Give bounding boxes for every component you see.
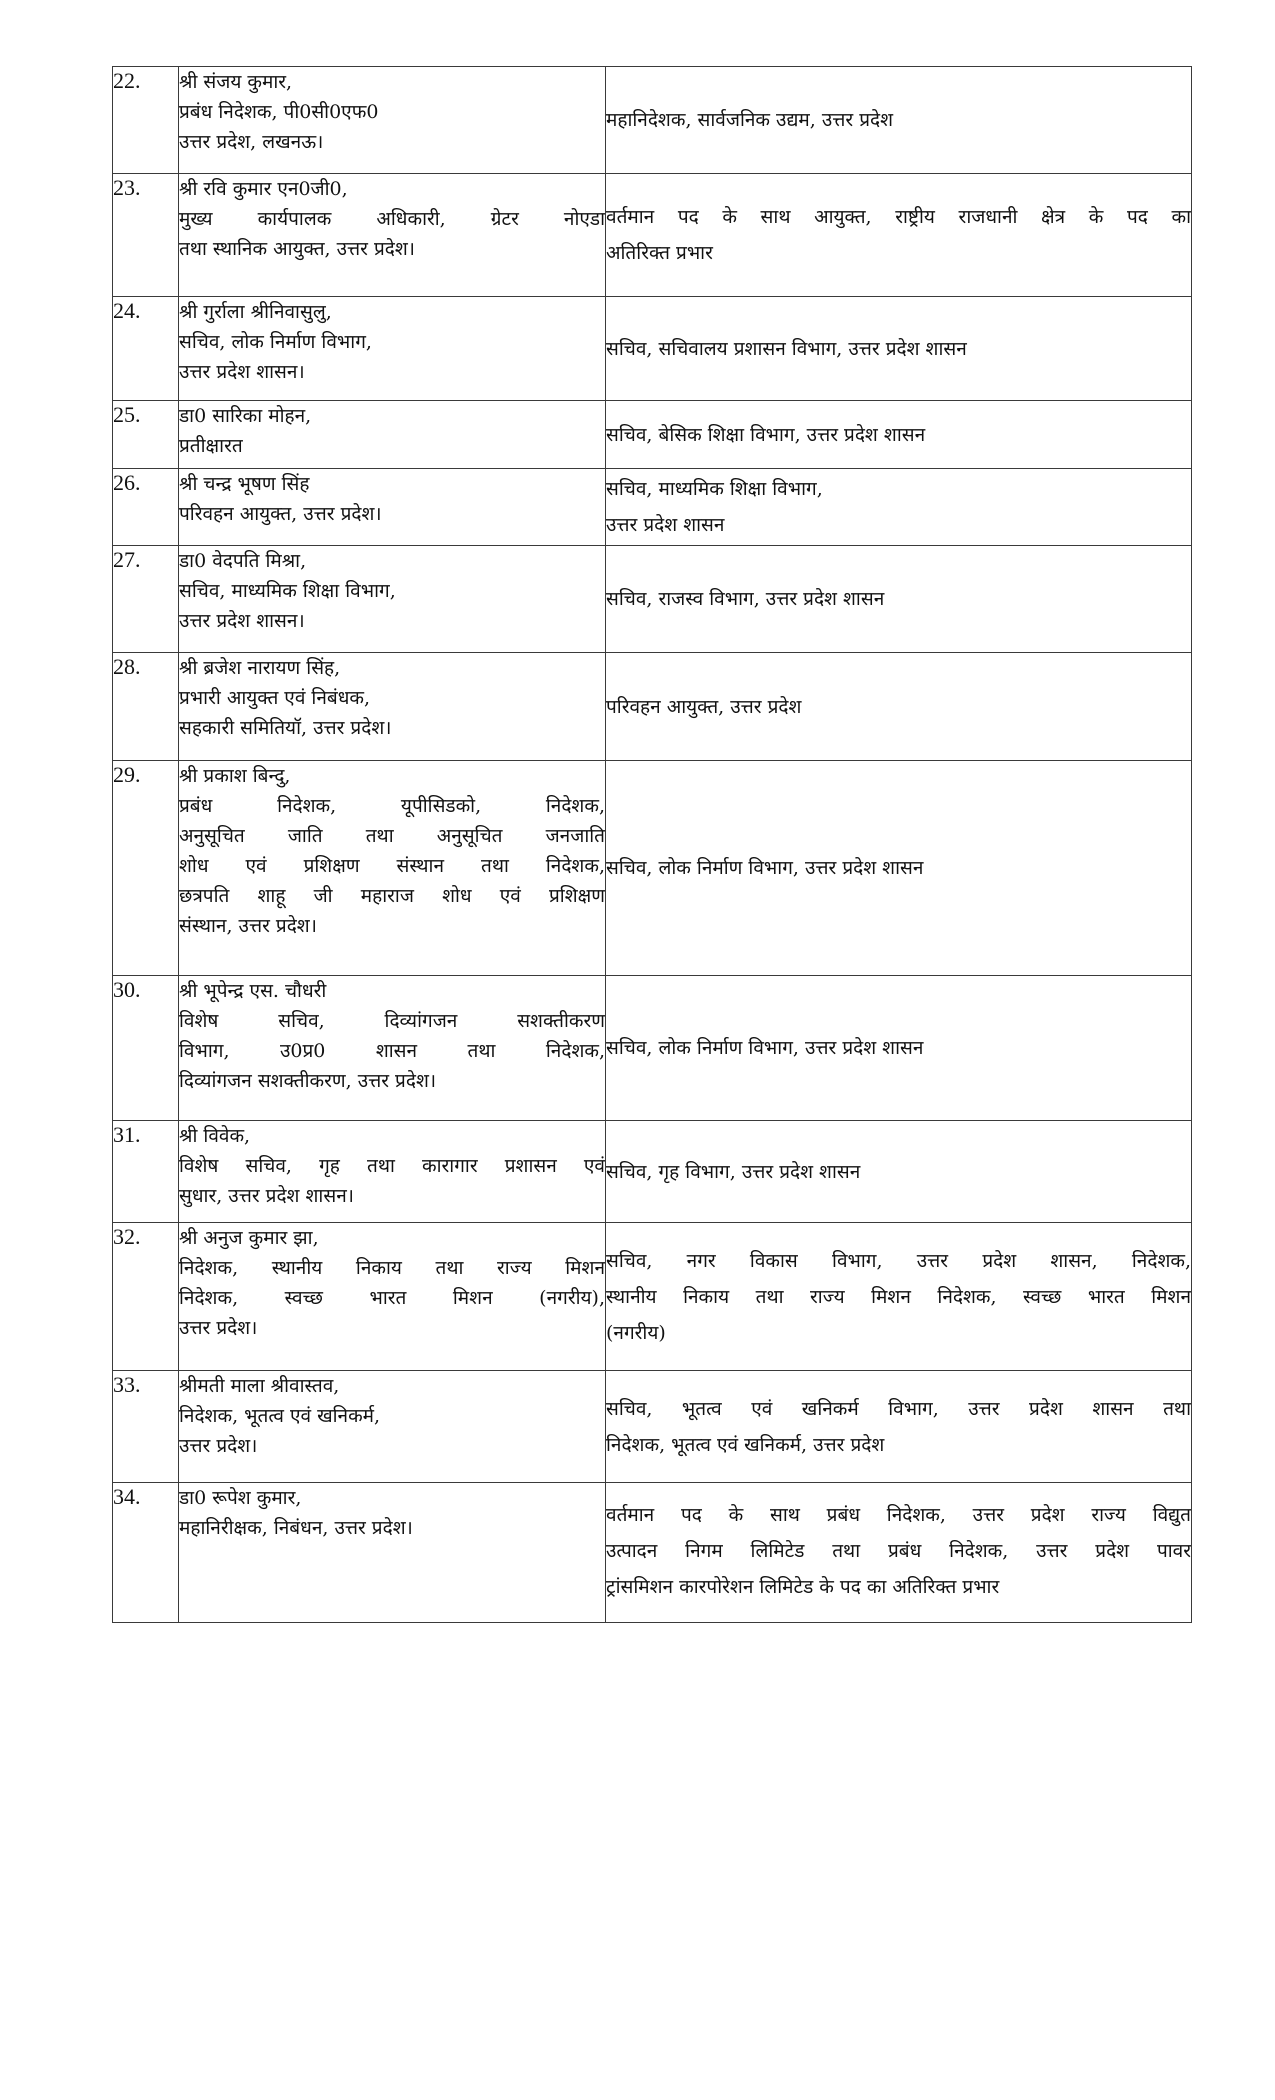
new-posting: [606, 1121, 1192, 1223]
officer-current-post: [179, 1483, 606, 1623]
officer-post-line: परिवहन आयुक्त, उत्तर प्रदेश।: [179, 503, 382, 525]
officer-post-line: उत्तर प्रदेश।: [179, 1317, 258, 1339]
table-row: [113, 1371, 1192, 1483]
officer-post-line: विशेष सचिव, गृह तथा कारागार प्रशासन एवं: [179, 1155, 605, 1177]
table-row: [113, 653, 1192, 761]
officer-current-post: [179, 469, 606, 546]
officer-name: डा0 सारिका मोहन,: [179, 405, 312, 427]
officer-current-post: [179, 67, 606, 174]
new-posting-line: सचिव, भूतत्व एवं खनिकर्म विभाग, उत्तर प्रदेश शासन तथा: [606, 1397, 1191, 1420]
officer-post-line: सचिव, माध्यमिक शिक्षा विभाग,: [179, 580, 396, 602]
officer-current-post: [179, 297, 606, 401]
officer-post-line: निदेशक, स्थानीय निकाय तथा राज्य मिशन: [179, 1257, 605, 1279]
officer-post-line: उत्तर प्रदेश।: [179, 1435, 258, 1457]
officer-current-post: [179, 653, 606, 761]
new-posting-line: महानिदेशक, सार्वजनिक उद्यम, उत्तर प्रदेश: [606, 109, 894, 131]
serial-number: 22.: [113, 67, 179, 174]
new-posting: [606, 174, 1192, 297]
serial-number: 25.: [113, 401, 179, 469]
officer-name: श्री ब्रजेश नारायण सिंह,: [179, 657, 341, 679]
officer-current-post: [179, 976, 606, 1121]
officer-post-line: तथा स्थानिक आयुक्त, उत्तर प्रदेश।: [179, 238, 416, 260]
officer-post-line: निदेशक, स्वच्छ भारत मिशन (नगरीय),: [179, 1287, 605, 1309]
officer-current-post: [179, 1121, 606, 1223]
officer-post-line: प्रबंध निदेशक, यूपीसिडको, निदेशक,: [179, 795, 605, 817]
new-posting: [606, 1371, 1192, 1483]
new-posting-line: उत्पादन निगम लिमिटेड तथा प्रबंध निदेशक, उत्तर प्रदेश पावर: [606, 1540, 1191, 1562]
new-posting-line: सचिव, लोक निर्माण विभाग, उत्तर प्रदेश शासन: [606, 1037, 924, 1059]
officer-current-post: [179, 546, 606, 653]
serial-number: 26.: [113, 469, 179, 546]
table-row: [113, 546, 1192, 653]
officer-name: श्री संजय कुमार,: [179, 71, 293, 93]
officer-name: श्री भूपेन्द्र एस. चौधरी: [179, 980, 327, 1002]
officer-current-post: [179, 761, 606, 976]
officer-post-line: दिव्यांगजन सशक्तीकरण, उत्तर प्रदेश।: [179, 1070, 437, 1092]
new-posting-line: सचिव, गृह विभाग, उत्तर प्रदेश शासन: [606, 1160, 861, 1183]
officer-current-post: [179, 174, 606, 297]
officer-current-post: [179, 401, 606, 469]
officer-post-line: सचिव, लोक निर्माण विभाग,: [179, 331, 372, 353]
new-posting-line: वर्तमान पद के साथ आयुक्त, राष्ट्रीय राजधानी क्षेत्र के पद का: [606, 206, 1191, 228]
table-row: [113, 297, 1192, 401]
serial-number: 32.: [113, 1223, 179, 1371]
new-posting: [606, 761, 1192, 976]
officer-post-line: विशेष सचिव, दिव्यांगजन सशक्तीकरण: [179, 1010, 605, 1032]
table-row: [113, 976, 1192, 1121]
officer-name: श्री अनुज कुमार झा,: [179, 1227, 319, 1249]
officer-post-line: विभाग, उ0प्र0 शासन तथा निदेशक,: [179, 1040, 605, 1062]
new-posting-line: ट्रांसमिशन कारपोरेशन लिमिटेड के पद का अतिरिक्त प्रभार: [606, 1576, 1000, 1598]
new-posting: [606, 67, 1192, 174]
serial-number: 34.: [113, 1483, 179, 1623]
officer-name: श्री गुर्राला श्रीनिवासुलु,: [179, 301, 332, 323]
officer-current-post: [179, 1223, 606, 1371]
new-posting-line: निदेशक, भूतत्व एवं खनिकर्म, उत्तर प्रदेश: [606, 1433, 885, 1456]
new-posting: [606, 297, 1192, 401]
new-posting: [606, 1223, 1192, 1371]
officer-name: श्री प्रकाश बिन्दु,: [179, 765, 291, 787]
new-posting: [606, 1483, 1192, 1623]
officer-post-line: सहकारी समितियॉ, उत्तर प्रदेश।: [179, 717, 392, 739]
new-posting-line: सचिव, बेसिक शिक्षा विभाग, उत्तर प्रदेश शासन: [606, 423, 926, 446]
officer-post-line: उत्तर प्रदेश शासन।: [179, 361, 305, 383]
table-row: [113, 761, 1192, 976]
serial-number: 27.: [113, 546, 179, 653]
new-posting-line: सचिव, नगर विकास विभाग, उत्तर प्रदेश शासन, निदेशक,: [606, 1249, 1191, 1272]
officer-post-line: निदेशक, भूतत्व एवं खनिकर्म,: [179, 1405, 381, 1427]
officer-name: श्री रवि कुमार एन0जी0,: [179, 178, 348, 200]
new-posting-line: उत्तर प्रदेश शासन: [606, 514, 725, 536]
serial-number: 28.: [113, 653, 179, 761]
officer-post-line: संस्थान, उत्तर प्रदेश।: [179, 915, 317, 937]
table-row: [113, 67, 1192, 174]
table-row: [113, 1483, 1192, 1623]
new-posting-line: वर्तमान पद के साथ प्रबंध निदेशक, उत्तर प्रदेश राज्य विद्युत: [606, 1504, 1191, 1526]
officer-post-line: छत्रपति शाहू जी महाराज शोध एवं प्रशिक्षण: [179, 885, 605, 907]
table-body: [113, 67, 1192, 1623]
serial-number: 33.: [113, 1371, 179, 1483]
new-posting-line: अतिरिक्त प्रभार: [606, 242, 713, 264]
new-posting-line: सचिव, सचिवालय प्रशासन विभाग, उत्तर प्रदेश शासन: [606, 337, 967, 360]
serial-number: 23.: [113, 174, 179, 297]
officer-current-post: [179, 1371, 606, 1483]
table-row: [113, 401, 1192, 469]
serial-number: 29.: [113, 761, 179, 976]
serial-number: 31.: [113, 1121, 179, 1223]
new-posting: [606, 976, 1192, 1121]
new-posting: [606, 653, 1192, 761]
officer-name: श्री विवेक,: [179, 1125, 251, 1147]
transfer-list-table: [112, 66, 1192, 1623]
new-posting-line: परिवहन आयुक्त, उत्तर प्रदेश: [606, 695, 802, 718]
serial-number: 24.: [113, 297, 179, 401]
officer-name: डा0 रूपेश कुमार,: [179, 1487, 302, 1509]
table-row: [113, 174, 1192, 297]
officer-post-line: प्रबंध निदेशक, पी0सी0एफ0: [179, 101, 379, 123]
officer-post-line: शोध एवं प्रशिक्षण संस्थान तथा निदेशक,: [179, 855, 605, 877]
new-posting-line: स्थानीय निकाय तथा राज्य मिशन निदेशक, स्वच्छ भारत मिशन: [606, 1285, 1191, 1308]
new-posting-line: सचिव, माध्यमिक शिक्षा विभाग,: [606, 478, 823, 500]
new-posting: [606, 546, 1192, 653]
officer-post-line: मुख्य कार्यपालक अधिकारी, ग्रेटर नोएडा: [179, 208, 605, 230]
officer-post-line: उत्तर प्रदेश, लखनऊ।: [179, 131, 324, 153]
serial-number: 30.: [113, 976, 179, 1121]
table-row: [113, 1121, 1192, 1223]
officer-post-line: अनुसूचित जाति तथा अनुसूचित जनजाति: [179, 825, 605, 847]
new-posting: [606, 401, 1192, 469]
new-posting: [606, 469, 1192, 546]
table-row: [113, 469, 1192, 546]
officer-name: श्रीमती माला श्रीवास्तव,: [179, 1375, 340, 1397]
new-posting-line: सचिव, राजस्व विभाग, उत्तर प्रदेश शासन: [606, 588, 885, 610]
new-posting-line: (नगरीय): [606, 1321, 666, 1344]
officer-name: श्री चन्द्र भूषण सिंह: [179, 473, 310, 495]
officer-post-line: सुधार, उत्तर प्रदेश शासन।: [179, 1185, 354, 1207]
officer-post-line: प्रभारी आयुक्त एवं निबंधक,: [179, 687, 371, 709]
officer-post-line: उत्तर प्रदेश शासन।: [179, 610, 305, 632]
officer-name: डा0 वेदपति मिश्रा,: [179, 550, 307, 572]
officer-post-line: महानिरीक्षक, निबंधन, उत्तर प्रदेश।: [179, 1517, 413, 1539]
new-posting-line: सचिव, लोक निर्माण विभाग, उत्तर प्रदेश शासन: [606, 857, 924, 879]
table-row: [113, 1223, 1192, 1371]
officer-post-line: प्रतीक्षारत: [179, 435, 243, 457]
